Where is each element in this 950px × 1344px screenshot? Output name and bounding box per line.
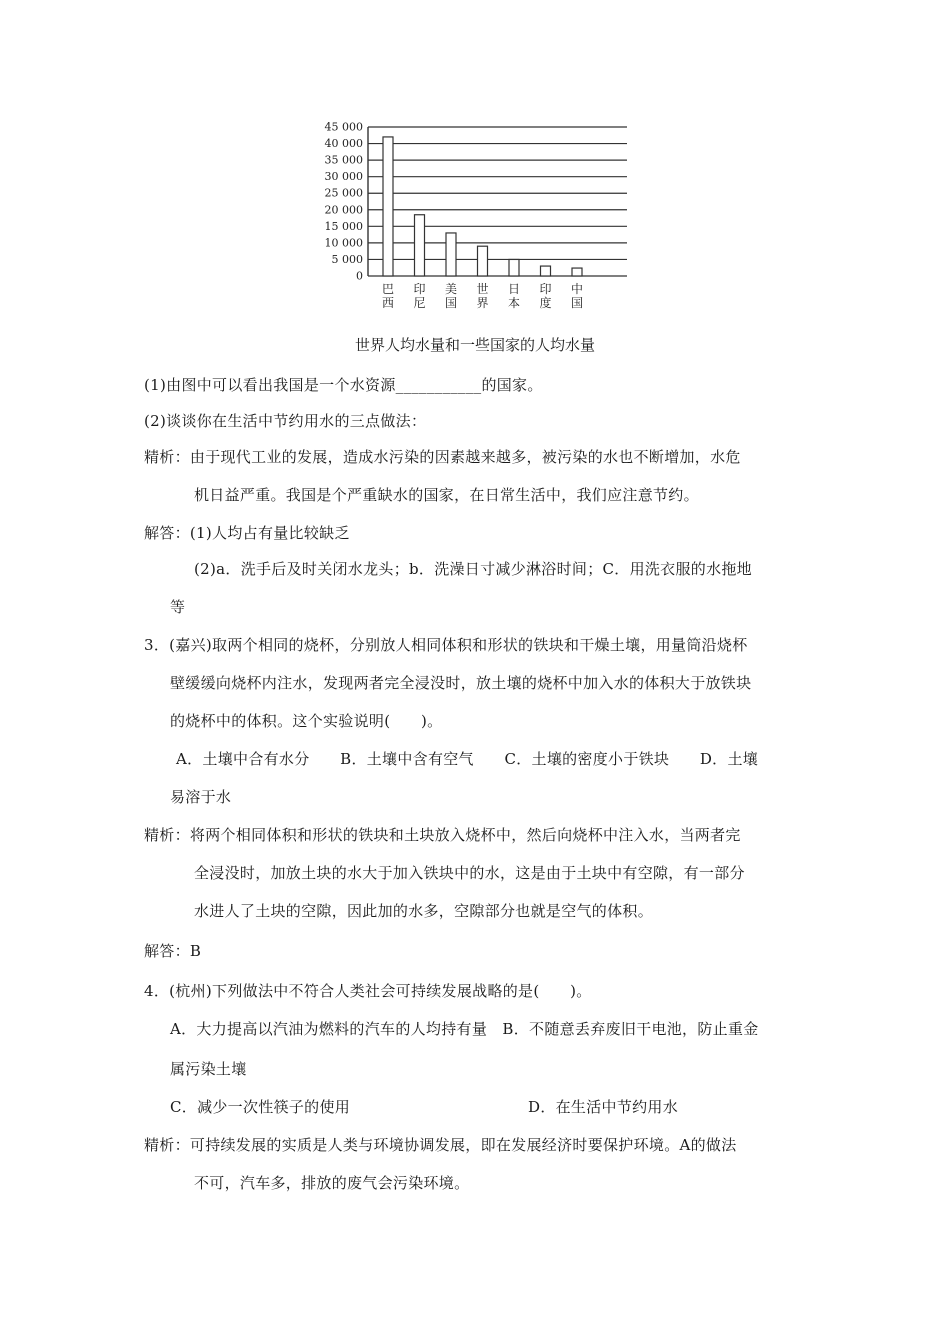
analysis-3-line-2: 全浸没时，加放土块的水大于加入铁块中的水，这是由于土块中有空隙，有一部分 <box>194 864 745 882</box>
question-4-options-line-2: 属污染土壤 <box>170 1060 247 1078</box>
x-tick-label: 本 <box>507 296 521 310</box>
y-tick-label: 10 000 <box>324 236 363 250</box>
chart-caption: 世界人均水量和一些国家的人均水量 <box>354 336 595 354</box>
x-tick-label: 中 <box>570 282 584 296</box>
x-tick-label: 界 <box>476 296 489 310</box>
analysis-3-line-1: 精析：将两个相同体积和形状的铁块和土块放入烧杯中，然后向烧杯中注入水，当两者完 <box>144 826 741 844</box>
bar <box>446 233 456 276</box>
question-3-line-2: 壁缓缓向烧杯内注水，发现两者完全浸没时，放土壤的烧杯中加入水的体积大于放铁块 <box>170 674 752 692</box>
question-4-options-line-1: A．大力提高以汽油为燃料的汽车的人均持有量 B．不随意丢弃废旧干电池，防止重金 <box>170 1020 759 1038</box>
analysis-2-line-2: 机日益严重。我国是个严重缺水的国家，在日常生活中，我们应注意节约。 <box>194 486 699 504</box>
water-per-capita-bar-chart <box>315 118 635 318</box>
analysis-2-line-1: 精析：由于现代工业的发展，造成水污染的因素越来越多，被污染的水也不断增加，水危 <box>144 448 741 466</box>
x-tick-label: 尼 <box>413 296 426 310</box>
question-3-line-3: 的烧杯中的体积。这个实验说明( )。 <box>170 712 443 730</box>
y-tick-label: 40 000 <box>324 137 363 151</box>
answer-2-line-3: 等 <box>170 598 186 616</box>
y-tick-label: 15 000 <box>324 219 363 233</box>
analysis-3-line-3: 水进人了土块的空隙，因此加的水多，空隙部分也就是空气的体积。 <box>194 902 654 920</box>
bar <box>383 137 393 276</box>
question-4-option-c: C．减少一次性筷子的使用 <box>170 1098 351 1116</box>
x-tick-label: 印 <box>413 282 426 296</box>
x-tick-label: 世 <box>476 282 489 296</box>
analysis-4-line-1: 精析：可持续发展的实质是人类与环境协调发展，即在发展经济时要保护环境。A的做法 <box>144 1136 737 1154</box>
question-3-line-1: 3．(嘉兴)取两个相同的烧杯，分别放人相同体积和形状的铁块和干燥土壤，用量筒沿烧杯 <box>144 636 748 654</box>
bar <box>509 259 519 276</box>
y-tick-label: 45 000 <box>324 120 363 134</box>
x-tick-label: 国 <box>444 296 458 310</box>
x-tick-label: 印 <box>539 282 552 296</box>
x-tick-label: 国 <box>570 296 584 310</box>
question-3-options-line-2: 易溶于水 <box>170 788 232 806</box>
question-4-line-1: 4．(杭州)下列做法中不符合人类社会可持续发展战略的是( )。 <box>144 982 592 1000</box>
answer-2-line-1: 解答：(1)人均占有量比较缺乏 <box>144 524 350 542</box>
bar <box>415 215 425 276</box>
y-tick-label: 20 000 <box>324 203 363 217</box>
question-2-part-1: (1)由图中可以看出我国是一个水资源___________的国家。 <box>144 376 543 394</box>
question-3-options-line-1: A．土壤中合有水分 B．土壤中含有空气 C．土壤的密度小于铁块 D．土壤 <box>176 750 759 768</box>
answer-3: 解答：B <box>144 942 202 960</box>
y-tick-label: 30 000 <box>324 170 363 184</box>
question-2-part-2: (2)谈谈你在生活中节约用水的三点做法： <box>144 412 427 430</box>
y-tick-label: 5 000 <box>331 252 363 266</box>
x-tick-label: 日 <box>507 282 521 296</box>
bar <box>541 266 551 276</box>
analysis-4-line-2: 不可，汽车多，排放的废气会污染环境。 <box>194 1174 470 1192</box>
bar <box>572 268 582 276</box>
x-tick-label: 美 <box>444 282 458 296</box>
x-tick-label: 巴 <box>381 282 395 296</box>
x-tick-label: 度 <box>539 296 552 310</box>
y-tick-label: 35 000 <box>324 153 363 167</box>
y-tick-label: 0 <box>356 269 363 283</box>
x-tick-label: 西 <box>381 296 395 310</box>
answer-2-line-2: (2)a．洗手后及时关闭水龙头；b．洗澡日寸减少淋浴时间；C．用洗衣服的水拖地 <box>194 560 752 578</box>
bar <box>478 246 488 276</box>
question-4-option-d: D．在生活中节约用水 <box>528 1098 679 1116</box>
y-tick-label: 25 000 <box>324 186 363 200</box>
